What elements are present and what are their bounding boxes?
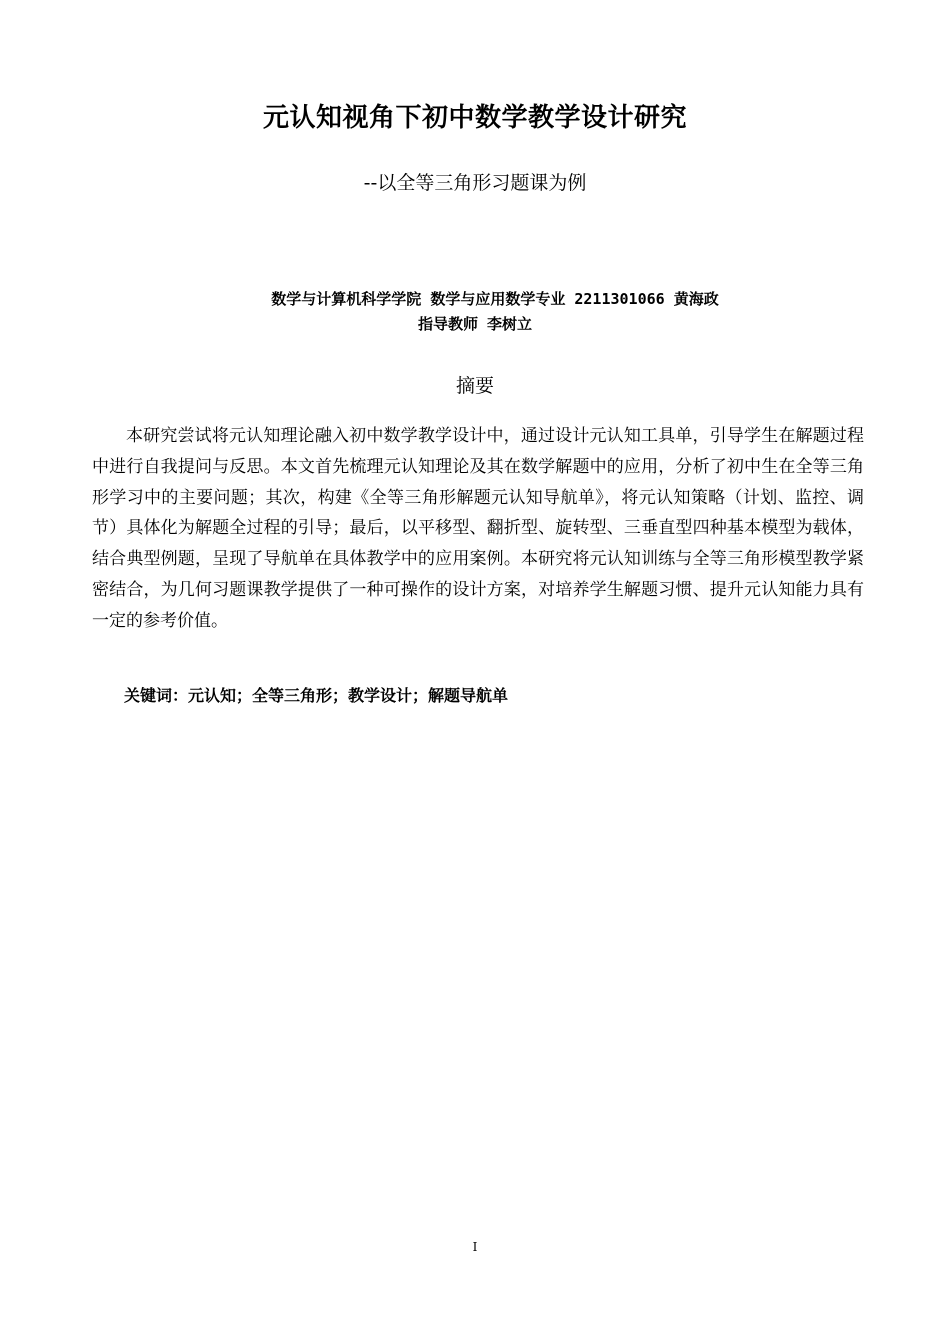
abstract-body: 本研究尝试将元认知理论融入初中数学教学设计中，通过设计元认知工具单，引导学生在解题过程中进行自我提问与反思。本文首先梳理元认知理论及其在数学解题中的应用，分析了初中生在全等三角形学习中的主要问题；其次，构建《全等三角形解题元认知导航单》，将元认知策略（计划、监控、调节）具体化为解题全过程的引导；最后，以平移型、翻折型、旋转型、三垂直型四种基本模型为载体，结合典型例题，呈现了导航单在具体教学中的应用案例。本研究将元认知训练与全等三角形模型教学紧密结合，为几何习题课教学提供了一种可操作的设计方案，对培养学生解题习惯、提升元认知能力具有一定的参考价值。: [92, 426, 864, 631]
keywords: 关键词：元认知；全等三角形；教学设计；解题导航单: [124, 686, 509, 705]
advisor-line: 指导教师 李树立: [417, 315, 533, 333]
page-number: I: [472, 1240, 478, 1254]
author-line: 数学与计算机科学学院 数学与应用数学专业 2211301066 黄海政: [271, 290, 719, 308]
document-title: 元认知视角下初中数学教学设计研究: [262, 103, 687, 133]
document-subtitle: --以全等三角形习题课为例: [363, 172, 587, 194]
abstract-heading: 摘要: [455, 375, 494, 397]
